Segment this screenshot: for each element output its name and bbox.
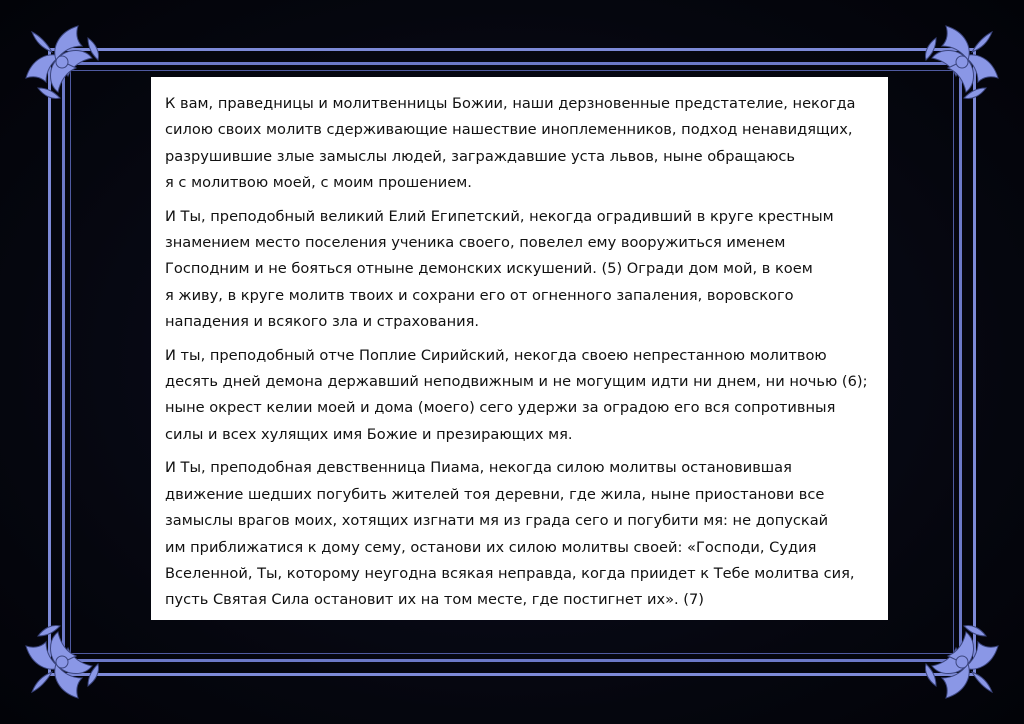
text-line: я живу, в круге молитв твоих и сохрани его от огненного запаления, воровского <box>165 286 794 304</box>
paragraph-1 <box>165 91 874 197</box>
text-line: Вселенной, Ты, которому неугодна всякая неправда, когда приидет к Тебе молитва сия, <box>165 564 855 582</box>
text-line: я с молитвою моей, с моим прошением. <box>165 174 472 192</box>
paragraph-4 <box>165 455 874 613</box>
text-line: им приближатися к дому сему, останови их силою молитвы своей: «Господи, Судия <box>165 538 817 556</box>
text-line: десять дней демона державший неподвижным и не могущим идти ни днем, ни ночью (6); <box>165 373 868 391</box>
text-line: К вам, праведницы и молитвенницы Божии, наши дерзновенные предстателие, некогда <box>165 95 856 112</box>
text-line: И ты, преподобный отче Поплие Сирийский, некогда своею непрестанною молитвою <box>165 346 827 364</box>
text-line: силы и всех хулящих имя Божие и презирающих мя. <box>165 425 573 443</box>
text-line: силою своих молитв сдерживающие нашествие иноплеменников, подход ненавидящих, <box>165 121 853 139</box>
text-line: ныне окрест келии моей и дома (моего) сего удержи за оградою его вся сопротивныя <box>165 399 836 417</box>
text-line: Господним и не бояться отныне демонских искушений. (5) Огради дом мой, в коем <box>165 260 813 278</box>
paragraph-3 <box>165 343 874 449</box>
text-line: И Ты, преподобный великий Елий Египетский, некогда оградивший в круге крестным <box>165 207 834 225</box>
corner-ornament-bottom-left-icon <box>18 610 114 706</box>
corner-ornament-top-left-icon <box>18 18 114 114</box>
text-line: движение шедших погубить жителей тоя деревни, где жила, ныне приостанови все <box>165 485 825 503</box>
prayer-text-panel <box>151 77 888 620</box>
text-line: знамением место поселения ученика своего, повелел ему вооружиться именем <box>165 234 786 252</box>
paragraph-2 <box>165 204 874 336</box>
text-line: пусть Святая Сила остановит их на том месте, где постигнет их». (7) <box>165 591 704 609</box>
corner-ornament-top-right-icon <box>910 18 1006 114</box>
text-line: нападения и всякого зла и страхования. <box>165 313 480 331</box>
corner-ornament-bottom-right-icon <box>910 610 1006 706</box>
text-line: замыслы врагов моих, хотящих изгнати мя из града сего и погубити мя: не допускай <box>165 512 829 530</box>
text-line: И Ты, преподобная девственница Пиама, некогда силою молитвы остановившая <box>165 459 792 477</box>
text-line: разрушившие злые замыслы людей, заграждавшие уста львов, ныне обращаюсь <box>165 147 796 165</box>
